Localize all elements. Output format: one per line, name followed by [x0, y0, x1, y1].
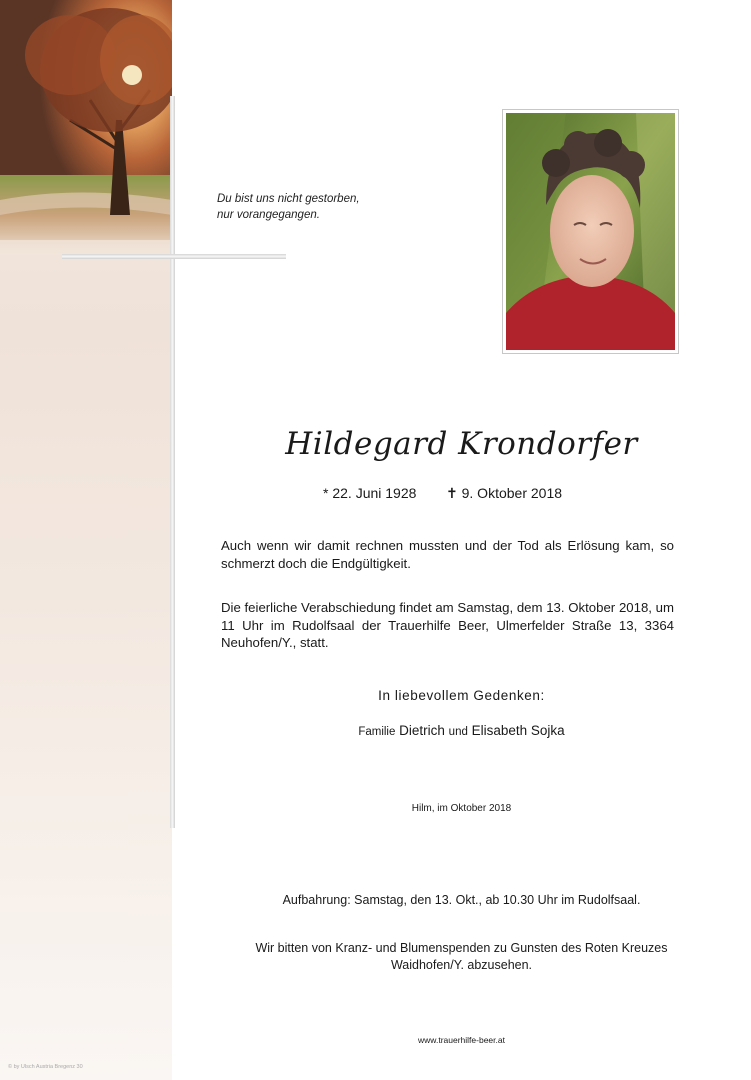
- portrait-photo-frame: [502, 109, 679, 354]
- family-and: und: [448, 726, 468, 738]
- tree-sunset-photo: [0, 0, 172, 255]
- family-name-1: Dietrich: [399, 723, 445, 738]
- website-link[interactable]: www.trauerhilfe-beer.at: [418, 1035, 505, 1045]
- viewing-info: Aufbahrung: Samstag, den 13. Okt., ab 10.30 Uhr im Rudolfsaal.: [282, 893, 641, 907]
- donation-line-2: Waidhofen/Y. abzusehen.: [390, 958, 533, 972]
- family-line: [172, 723, 751, 738]
- paragraph-consolation: Auch wenn wir damit rechnen mussten und der Tod als Erlösung kam, so schmerzt doch die Endgültigkeit.: [221, 538, 674, 571]
- cross-horizontal-bar: [62, 254, 286, 259]
- portrait-photo: [506, 113, 675, 350]
- donation-line-1: Wir bitten von Kranz- und Blumenspenden zu Gunsten des Roten Kreuzes: [255, 941, 668, 955]
- paragraph-ceremony: Die feierliche Verabschiedung findet am Samstag, dem 13. Oktober 2018, um 11 Uhr im Rudolfsaal der Trauerhilfe Beer, Ulmerfelder Straße 13, 3364 Neuhofen/Y., statt.: [221, 600, 674, 650]
- cross-vertical-bar: [170, 96, 175, 828]
- place-date: Hilm, im Oktober 2018: [411, 803, 512, 814]
- family-name-2: Elisabeth Sojka: [471, 723, 565, 738]
- donation-request: [200, 940, 723, 974]
- family-prefix: Familie: [358, 726, 396, 738]
- photo-credit: © by Ulsch Austria Bregenz 30: [8, 1064, 83, 1070]
- deceased-name: Hildegard Krondorfer: [285, 426, 638, 462]
- memorial-quote: [217, 191, 417, 223]
- remembrance-heading: In liebevollem Gedenken:: [378, 688, 545, 703]
- death-date: ✝ 9. Oktober 2018: [446, 485, 563, 501]
- quote-line-1: Du bist uns nicht gestorben,: [217, 193, 360, 205]
- quote-line-2: nur vorangegangen.: [217, 209, 320, 221]
- birth-date: * 22. Juni 1928: [323, 485, 417, 501]
